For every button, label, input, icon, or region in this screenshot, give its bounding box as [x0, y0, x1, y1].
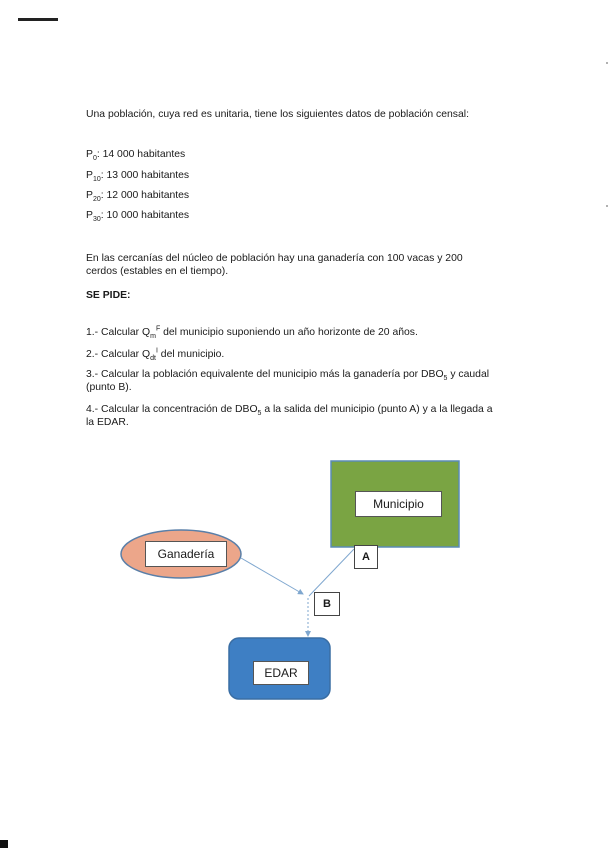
question-3: 3.- Calcular la población equivalente del municipio más la ganadería por $DBO_5$ y caudal (punto B).: [86, 369, 490, 393]
question-1: 1.- Calcular $Q_m^F$ del municipio suponiendo un año horizonte de 20 años.: [86, 325, 418, 341]
question-2: 2.- Calcular $Q_{dt}^I$ del municipio.: [86, 347, 225, 363]
ganaderia-label: Ganadería: [145, 541, 227, 567]
municipio-label: Municipio: [355, 491, 442, 517]
population-line-p30: $P_{30}$: 10 000 habitantes: [86, 210, 190, 224]
population-line-p20: $P_{20}$: 12 000 habitantes: [86, 190, 190, 204]
arrow-ganaderia-to-junction: [241, 558, 303, 594]
point-a-label: A: [354, 545, 378, 569]
livestock-text: En las cercanías del núcleo de población hay una ganadería con 100 vacas y 200 cerdos (estables en el tiempo).: [86, 253, 463, 277]
population-line-p10: $P_{10}$: 13 000 habitantes: [86, 170, 190, 184]
arrow-municipio-to-junction: [309, 549, 354, 596]
se-pide-heading: SE PIDE:: [86, 290, 131, 301]
question-4: 4.- Calcular la concentración de $DBO_5$ a la salida del municipio (punto A) y a la llegada a la EDAR.: [86, 404, 493, 428]
intro-text: Una población, cuya red es unitaria, tiene los siguientes datos de población censal:: [86, 109, 469, 120]
population-line-p0: $P_0$: 14 000 habitantes: [86, 149, 186, 163]
edar-label: EDAR: [253, 661, 309, 685]
point-b-label: B: [314, 592, 340, 616]
